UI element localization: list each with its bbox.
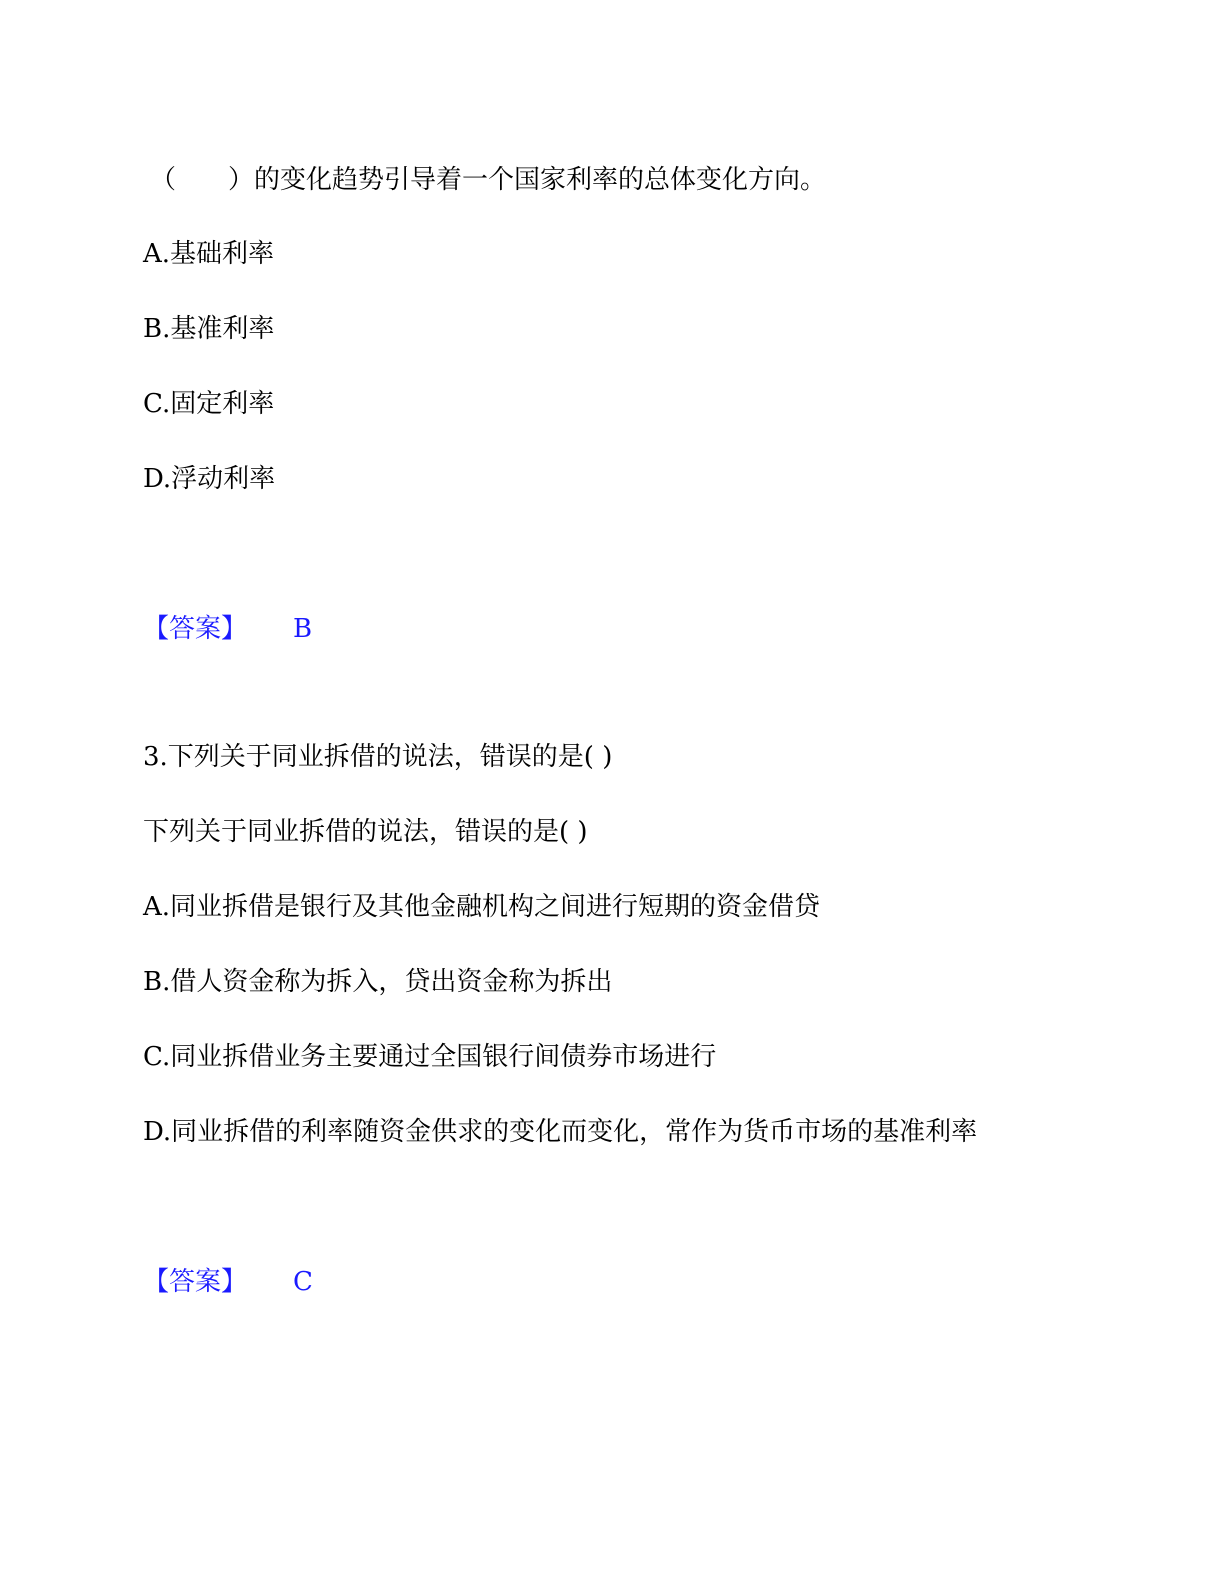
answer-value: B (293, 614, 313, 644)
question-3-answer (143, 1265, 313, 1299)
answer-label: 【答案】 (143, 614, 248, 644)
question-3-option-d: D.同业拆借的利率随资金供求的变化而变化，常作为货币市场的基准利率 (143, 1117, 978, 1147)
answer-label: 【答案】 (143, 1267, 248, 1297)
question-1-answer (143, 612, 312, 646)
question-1-option-c: C.固定利率 (143, 389, 275, 419)
question-3-option-c: C.同业拆借业务主要通过全国银行间债券市场进行 (143, 1042, 717, 1072)
question-1-option-b: B.基准利率 (143, 314, 275, 344)
question-3-title: 3.下列关于同业拆借的说法，错误的是( ) (143, 742, 613, 772)
question-1-option-a: A.基础利率 (143, 239, 275, 269)
answer-value: C (293, 1267, 313, 1297)
question-3-stem: 下列关于同业拆借的说法，错误的是( ) (143, 817, 588, 847)
question-3-option-a: A.同业拆借是银行及其他金融机构之间进行短期的资金借贷 (143, 892, 821, 922)
question-1-option-d: D.浮动利率 (143, 464, 276, 494)
question-1-stem: （ ）的变化趋势引导着一个国家利率的总体变化方向。 (150, 165, 827, 195)
question-3-option-b: B.借人资金称为拆入，贷出资金称为拆出 (143, 967, 613, 997)
